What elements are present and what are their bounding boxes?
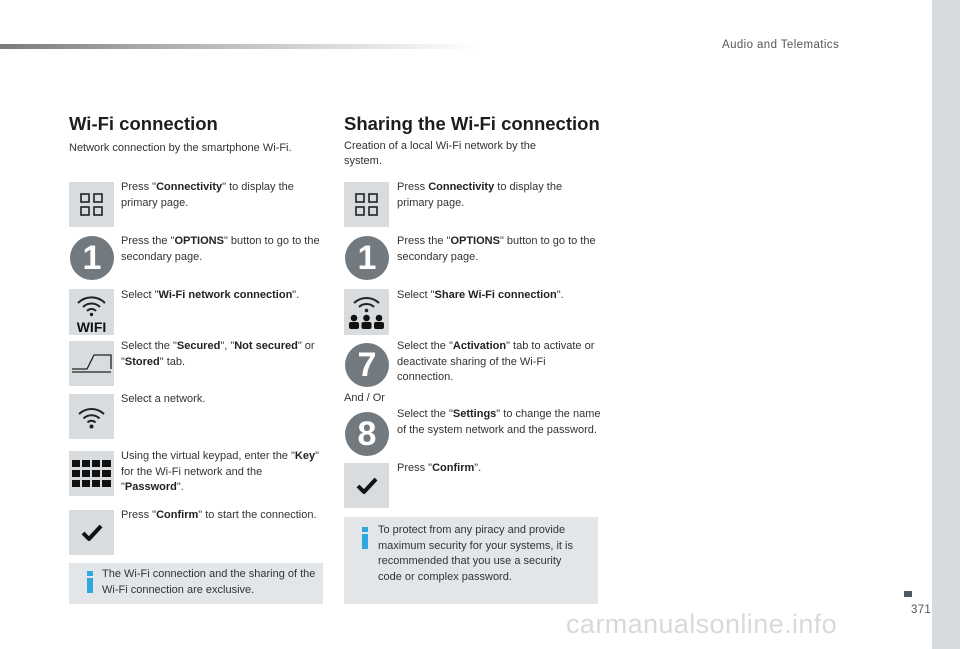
left-step-options: Press the "OPTIONS" button to go to the secondary page. xyxy=(121,235,320,263)
right-step-connectivity: Press Connectivity to display the primary page. xyxy=(397,181,563,209)
wifi-share-icon xyxy=(344,289,389,335)
sharing-wifi-description: Creation of a local Wi-Fi network by the system. xyxy=(344,140,536,167)
wifi-signal-icon xyxy=(69,394,114,439)
grid-menu-icon xyxy=(344,182,389,227)
left-step-security-tab: Select the "Secured", "Not secured" or "Stored" tab. xyxy=(121,340,315,368)
header-gradient-bar xyxy=(0,44,480,49)
wifi-label-text: WIFI xyxy=(76,319,107,335)
info-icon xyxy=(86,571,94,593)
grid-menu-icon xyxy=(69,182,114,227)
left-info-note xyxy=(69,563,323,604)
keypad-icon xyxy=(69,451,114,496)
left-step-select-network: Select a network. xyxy=(121,393,206,405)
right-step-confirm: Press "Confirm". xyxy=(397,462,482,474)
left-step-confirm: Press "Confirm" to start the connection. xyxy=(121,509,317,521)
left-note-text: The Wi-Fi connection and the sharing of the Wi-Fi connection are exclusive. xyxy=(102,568,316,596)
watermark-text: carmanualsonline.info xyxy=(566,609,838,639)
wifi-connection-title: Wi-Fi connection xyxy=(69,113,218,134)
page-edge-strip xyxy=(932,0,960,649)
page-number: 371 xyxy=(911,604,932,616)
left-step-keypad: Using the virtual keypad, enter the "Key" for the Wi-Fi network and the "Password". xyxy=(121,450,319,493)
checkmark-icon xyxy=(69,510,114,555)
right-info-note xyxy=(344,517,598,604)
page-marker xyxy=(904,591,912,597)
right-step-share-wifi: Select "Share Wi-Fi connection". xyxy=(397,289,564,301)
wifi-label-icon xyxy=(69,289,114,335)
right-step-options: Press the "OPTIONS" button to go to the secondary page. xyxy=(397,235,596,263)
wifi-connection-description: Network connection by the smartphone Wi-Fi. xyxy=(69,142,292,154)
and-or-label: And / Or xyxy=(344,392,385,404)
left-step-wifi-network: Select "Wi-Fi network connection". xyxy=(121,289,300,301)
step-1-icon: 1 xyxy=(345,236,389,280)
step-8-icon: 8 xyxy=(345,412,389,456)
checkmark-icon xyxy=(344,463,389,508)
section-title: Audio and Telematics xyxy=(722,39,840,51)
right-step-settings: Select the "Settings" to change the name of the system network and the password. xyxy=(397,408,601,436)
tab-shape-icon xyxy=(69,341,114,386)
right-step-activation: Select the "Activation" tab to activate or deactivate sharing of the Wi-Fi connection. xyxy=(397,340,595,383)
step-1-icon: 1 xyxy=(70,236,114,280)
info-icon xyxy=(361,527,369,549)
left-step-connectivity: Press "Connectivity" to display the primary page. xyxy=(121,181,294,209)
sharing-wifi-title: Sharing the Wi-Fi connection xyxy=(344,113,600,134)
step-7-icon: 7 xyxy=(345,343,389,387)
right-note-text: To protect from any piracy and provide maximum security for your systems, it is recommended that you use a security code or complex password. xyxy=(378,524,573,583)
